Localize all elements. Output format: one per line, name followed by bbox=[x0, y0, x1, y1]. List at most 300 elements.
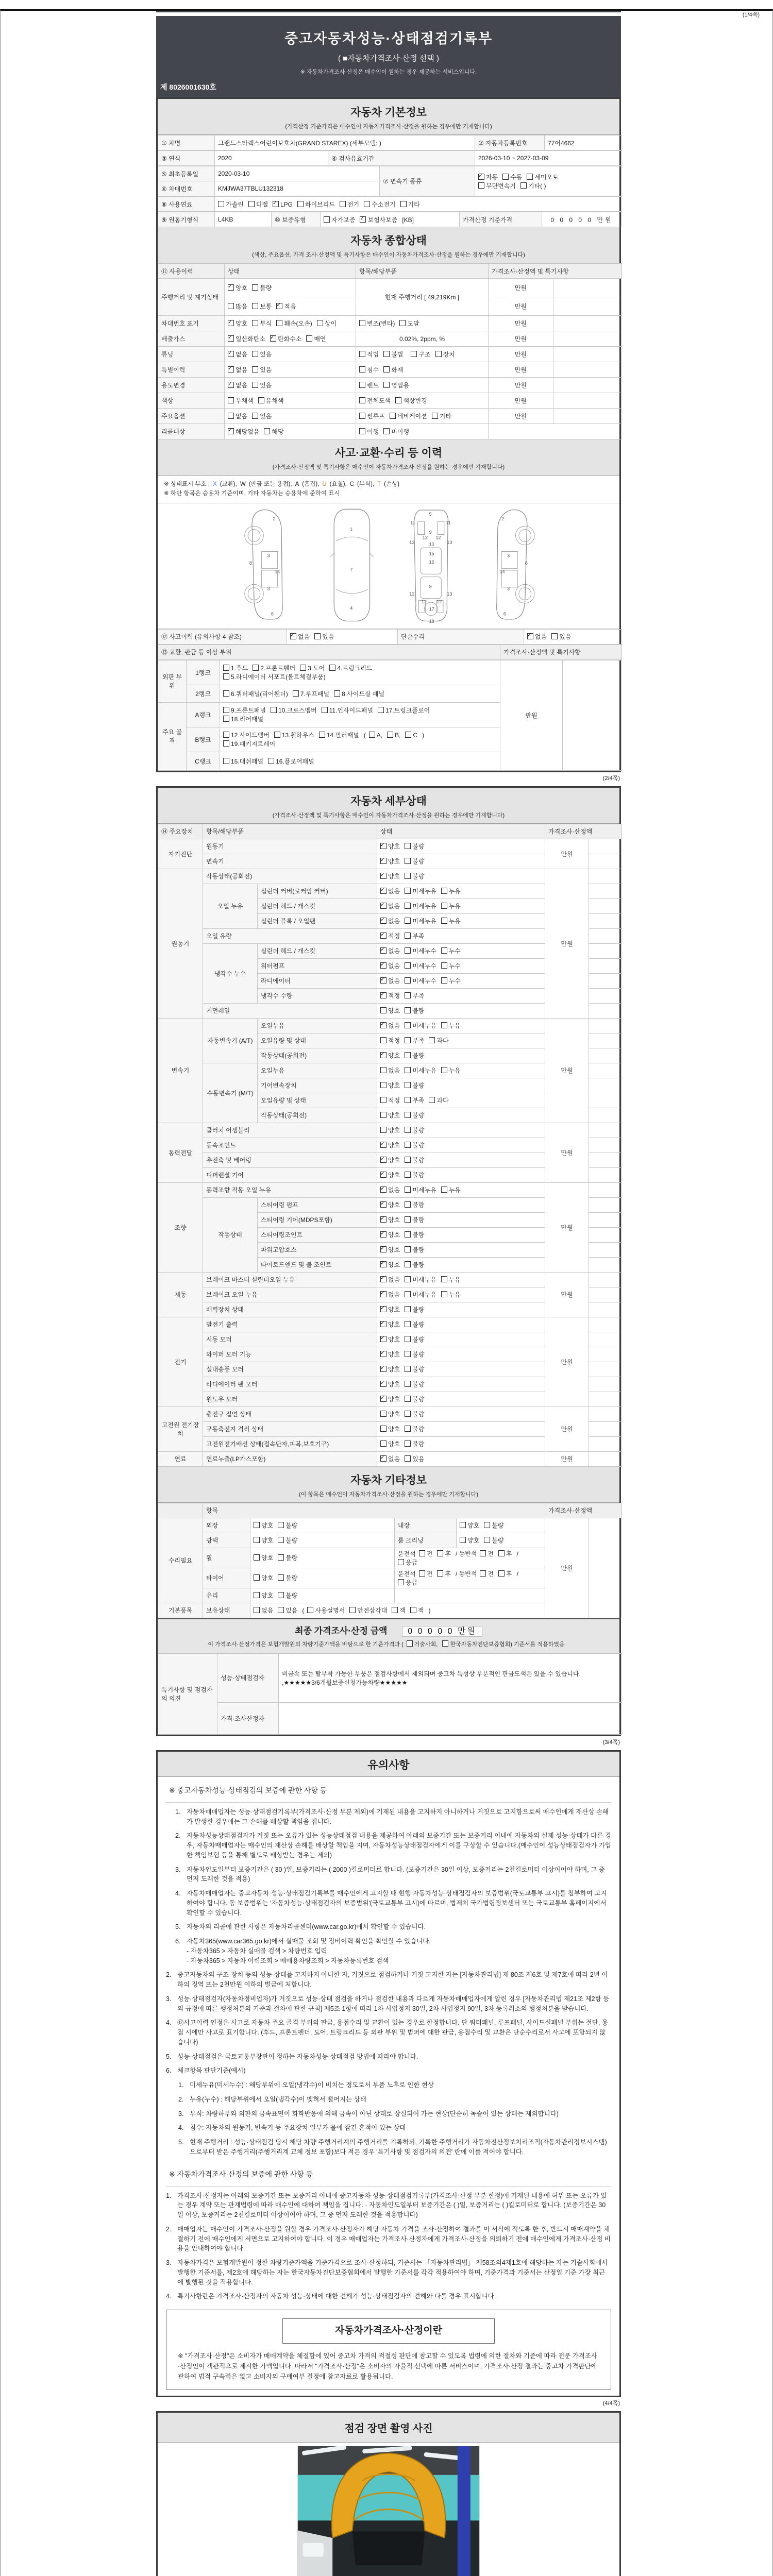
checkbox[interactable] bbox=[380, 1231, 386, 1238]
checkbox[interactable] bbox=[411, 351, 417, 357]
checkbox-option[interactable]: 화재 bbox=[383, 365, 403, 374]
checkbox[interactable] bbox=[405, 1455, 411, 1462]
checkbox[interactable] bbox=[380, 1067, 386, 1073]
checkbox-option[interactable]: 자가보증 bbox=[324, 215, 355, 224]
checkbox[interactable] bbox=[380, 1022, 386, 1028]
checkbox[interactable] bbox=[398, 1559, 404, 1565]
checkbox-option[interactable]: ✓ 양호 bbox=[380, 1305, 400, 1314]
checkbox[interactable] bbox=[400, 201, 407, 207]
checkbox[interactable] bbox=[278, 1537, 284, 1543]
checkbox-option[interactable]: 잭 bbox=[410, 1606, 424, 1615]
checkbox-option[interactable]: 렌트 bbox=[359, 381, 379, 389]
checkbox[interactable] bbox=[478, 182, 484, 189]
checkbox-option[interactable]: 양호 bbox=[380, 1410, 400, 1418]
checkbox-option[interactable]: 부식 bbox=[252, 319, 272, 328]
checkbox-option[interactable]: ✓ 양호 bbox=[380, 842, 400, 851]
checkbox[interactable] bbox=[223, 673, 229, 680]
checkbox[interactable] bbox=[380, 888, 386, 894]
checkbox-option[interactable]: 10.크로스멤버 bbox=[271, 706, 317, 715]
checkbox[interactable] bbox=[228, 366, 234, 372]
checkbox[interactable] bbox=[405, 1022, 411, 1028]
checkbox-option[interactable]: ✓ 해당없음 bbox=[228, 427, 259, 436]
checkbox-option[interactable]: 불량 bbox=[405, 872, 424, 880]
checkbox[interactable] bbox=[383, 428, 390, 434]
checkbox-option[interactable]: 불량 bbox=[405, 1200, 424, 1209]
checkbox[interactable] bbox=[228, 428, 234, 434]
checkbox-option[interactable]: 수동 bbox=[502, 173, 522, 181]
checkbox[interactable] bbox=[502, 174, 509, 180]
checkbox[interactable] bbox=[405, 1201, 411, 1208]
checkbox-option[interactable]: 없음 bbox=[228, 412, 247, 420]
checkbox-option[interactable]: 훼손(오손) bbox=[276, 319, 312, 328]
checkbox-option[interactable]: 2.프론트휀더 bbox=[253, 664, 295, 672]
checkbox-option[interactable]: 세미오토 bbox=[527, 173, 558, 181]
checkbox[interactable] bbox=[223, 758, 229, 764]
checkbox-option[interactable]: 누수 bbox=[441, 946, 461, 955]
checkbox-option[interactable]: 전 bbox=[419, 1549, 433, 1558]
checkbox[interactable] bbox=[228, 413, 234, 419]
checkbox[interactable] bbox=[392, 1607, 398, 1613]
checkbox-option[interactable]: 유채색 bbox=[258, 396, 284, 405]
checkbox-option[interactable]: ✓ 없음 bbox=[380, 1290, 400, 1299]
checkbox-option[interactable]: 불량 bbox=[405, 1395, 424, 1403]
checkbox[interactable] bbox=[290, 633, 296, 639]
checkbox[interactable] bbox=[390, 413, 396, 419]
checkbox[interactable] bbox=[252, 303, 258, 309]
checkbox[interactable] bbox=[380, 933, 386, 939]
checkbox[interactable] bbox=[398, 1579, 404, 1585]
checkbox-option[interactable]: 14.필러패널 bbox=[319, 731, 359, 739]
checkbox-option[interactable]: 19.패키지트레이 bbox=[223, 739, 275, 748]
checkbox-option[interactable]: 불량 bbox=[405, 1260, 424, 1269]
checkbox[interactable] bbox=[380, 1396, 386, 1402]
checkbox-option[interactable]: 18.리어패널 bbox=[223, 715, 263, 723]
checkbox-option[interactable]: ✓자동 bbox=[478, 173, 498, 181]
checkbox[interactable] bbox=[437, 1550, 443, 1556]
checkbox[interactable] bbox=[278, 1607, 284, 1613]
checkbox[interactable] bbox=[306, 335, 312, 342]
checkbox[interactable] bbox=[254, 1522, 260, 1528]
checkbox[interactable] bbox=[340, 201, 346, 207]
checkbox-option[interactable]: 없음 bbox=[254, 1606, 273, 1615]
checkbox[interactable] bbox=[498, 1570, 505, 1577]
checkbox-option[interactable]: 장치 bbox=[435, 350, 455, 359]
checkbox-option[interactable]: ✓ 없음 bbox=[380, 1275, 400, 1284]
checkbox-option[interactable]: 전 bbox=[419, 1569, 433, 1578]
checkbox[interactable] bbox=[380, 1097, 386, 1103]
checkbox-option[interactable]: 과다 bbox=[429, 1096, 448, 1105]
checkbox[interactable] bbox=[405, 992, 411, 998]
checkbox-option[interactable]: ✓ 양호 bbox=[380, 1365, 400, 1374]
checkbox-option[interactable]: 15.대쉬패널 bbox=[223, 757, 263, 766]
checkbox[interactable] bbox=[520, 182, 527, 189]
checkbox[interactable] bbox=[223, 665, 229, 671]
checkbox-option[interactable]: ✓양호 bbox=[228, 283, 247, 292]
checkbox[interactable] bbox=[297, 201, 304, 207]
checkbox-option[interactable]: 보통 bbox=[252, 302, 272, 311]
checkbox-option[interactable]: 미세누유 bbox=[405, 1021, 436, 1030]
checkbox[interactable] bbox=[480, 1570, 486, 1577]
checkbox[interactable] bbox=[276, 303, 282, 309]
checkbox[interactable] bbox=[380, 1246, 386, 1252]
checkbox-option[interactable]: 도말 bbox=[399, 319, 419, 328]
checkbox[interactable] bbox=[380, 1276, 386, 1282]
checkbox-option[interactable]: 불량 bbox=[405, 1081, 424, 1090]
checkbox-option[interactable]: 기타 bbox=[400, 200, 420, 209]
checkbox[interactable] bbox=[405, 732, 411, 738]
checkbox[interactable] bbox=[254, 1592, 260, 1598]
checkbox-option[interactable]: 과다 bbox=[429, 1036, 448, 1045]
checkbox-option[interactable]: 누유 bbox=[441, 902, 461, 910]
checkbox[interactable] bbox=[322, 707, 328, 713]
checkbox[interactable] bbox=[329, 665, 335, 671]
checkbox[interactable] bbox=[223, 740, 229, 747]
checkbox-option[interactable]: 불량 bbox=[405, 1051, 424, 1060]
checkbox[interactable] bbox=[387, 732, 393, 738]
checkbox-option[interactable]: ✓ 보험사보증 bbox=[360, 215, 397, 224]
checkbox[interactable] bbox=[405, 1276, 411, 1282]
checkbox[interactable] bbox=[527, 174, 533, 180]
checkbox[interactable] bbox=[254, 1537, 260, 1543]
checkbox[interactable] bbox=[380, 1052, 386, 1058]
checkbox-option[interactable]: 응급 bbox=[398, 1578, 417, 1587]
checkbox[interactable] bbox=[405, 977, 411, 984]
checkbox[interactable] bbox=[223, 690, 229, 697]
checkbox-option[interactable]: 누수 bbox=[441, 961, 461, 970]
checkbox-option[interactable]: 불량 bbox=[405, 857, 424, 866]
checkbox-option[interactable]: 양호 bbox=[254, 1553, 273, 1562]
checkbox[interactable] bbox=[252, 351, 258, 357]
checkbox-option[interactable]: 불량 bbox=[405, 1320, 424, 1329]
checkbox-option[interactable]: 있음 bbox=[314, 632, 334, 641]
checkbox[interactable] bbox=[380, 992, 386, 998]
checkbox[interactable] bbox=[380, 918, 386, 924]
checkbox[interactable] bbox=[380, 1157, 386, 1163]
checkbox[interactable] bbox=[252, 413, 258, 419]
checkbox[interactable] bbox=[405, 1261, 411, 1267]
checkbox[interactable] bbox=[405, 858, 411, 864]
checkbox[interactable] bbox=[276, 320, 282, 326]
checkbox-option[interactable]: 미세누유 bbox=[405, 902, 436, 910]
checkbox[interactable] bbox=[405, 1216, 411, 1223]
checkbox-option[interactable]: 있음 bbox=[278, 1606, 297, 1615]
checkbox-option[interactable]: 한국자동차진단보증협회) 기준서를 적용하였음 bbox=[442, 1640, 564, 1648]
checkbox[interactable] bbox=[248, 201, 255, 207]
checkbox-option[interactable]: 누유 bbox=[441, 1290, 461, 1299]
checkbox-option[interactable]: 누유 bbox=[441, 887, 461, 895]
checkbox[interactable] bbox=[252, 284, 258, 291]
checkbox[interactable] bbox=[359, 351, 365, 357]
checkbox-option[interactable]: 잭 bbox=[392, 1606, 406, 1615]
checkbox[interactable] bbox=[252, 382, 258, 388]
checkbox-option[interactable]: ✓ 양호 bbox=[380, 1395, 400, 1403]
checkbox[interactable] bbox=[405, 1052, 411, 1058]
checkbox-option[interactable]: ✓ 없음 bbox=[228, 381, 247, 389]
checkbox-option[interactable]: 불량 bbox=[405, 1380, 424, 1388]
checkbox[interactable] bbox=[405, 888, 411, 894]
checkbox-option[interactable]: ✓ 양호 bbox=[380, 1051, 400, 1060]
checkbox[interactable] bbox=[300, 665, 306, 671]
checkbox-option[interactable]: 변조(변타) bbox=[359, 319, 395, 328]
checkbox[interactable] bbox=[270, 335, 276, 342]
checkbox[interactable] bbox=[274, 732, 280, 738]
checkbox[interactable] bbox=[410, 1607, 416, 1613]
checkbox[interactable] bbox=[278, 1554, 284, 1561]
checkbox[interactable] bbox=[419, 1550, 425, 1556]
checkbox-option[interactable]: ✓ 없음 bbox=[228, 365, 247, 374]
checkbox-option[interactable]: 불량 bbox=[405, 1245, 424, 1254]
checkbox[interactable] bbox=[228, 351, 234, 357]
checkbox-option[interactable]: 누유 bbox=[441, 1021, 461, 1030]
checkbox-option[interactable]: 부족 bbox=[405, 1036, 424, 1045]
checkbox[interactable] bbox=[432, 413, 438, 419]
checkbox[interactable] bbox=[405, 947, 411, 954]
checkbox-option[interactable]: ✓ 없음 bbox=[228, 350, 247, 359]
checkbox-option[interactable]: 전기 bbox=[340, 200, 359, 209]
checkbox[interactable] bbox=[223, 732, 229, 738]
checkbox[interactable] bbox=[380, 1187, 386, 1193]
checkbox[interactable] bbox=[380, 903, 386, 909]
checkbox[interactable] bbox=[360, 216, 366, 223]
checkbox[interactable] bbox=[380, 962, 386, 969]
checkbox-option[interactable]: 있음 bbox=[405, 1454, 424, 1463]
checkbox[interactable] bbox=[359, 397, 365, 403]
checkbox-option[interactable]: A, bbox=[369, 732, 382, 739]
checkbox-option[interactable]: ✓ 양호 bbox=[380, 1156, 400, 1164]
checkbox-option[interactable]: 있음 bbox=[252, 365, 272, 374]
checkbox-option[interactable]: 영업용 bbox=[383, 381, 409, 389]
checkbox-option[interactable]: 디젤 bbox=[248, 200, 268, 209]
checkbox-option[interactable]: 불량 bbox=[405, 1230, 424, 1239]
checkbox[interactable] bbox=[380, 1261, 386, 1267]
checkbox[interactable] bbox=[228, 320, 234, 326]
checkbox-option[interactable]: ✓ 적정 bbox=[380, 931, 400, 940]
checkbox[interactable] bbox=[460, 1522, 466, 1528]
checkbox[interactable] bbox=[228, 382, 234, 388]
checkbox[interactable] bbox=[380, 1336, 386, 1342]
checkbox[interactable] bbox=[380, 1037, 386, 1043]
checkbox[interactable] bbox=[380, 1007, 386, 1013]
checkbox[interactable] bbox=[359, 320, 365, 326]
checkbox[interactable] bbox=[441, 977, 447, 984]
checkbox-option[interactable]: ✓ 양호 bbox=[380, 1380, 400, 1388]
checkbox[interactable] bbox=[380, 1426, 386, 1432]
checkbox-option[interactable]: ✓ 적정 bbox=[380, 991, 400, 1000]
checkbox-option[interactable]: 수소전기 bbox=[364, 200, 395, 209]
checkbox-option[interactable]: 불량 bbox=[405, 1156, 424, 1164]
checkbox-option[interactable]: 양호 bbox=[460, 1521, 479, 1530]
checkbox-option[interactable]: 미세누유 bbox=[405, 1185, 436, 1194]
checkbox-option[interactable]: 불량 bbox=[405, 1141, 424, 1149]
checkbox[interactable] bbox=[441, 918, 447, 924]
checkbox-option[interactable]: 전체도색 bbox=[359, 396, 391, 405]
checkbox[interactable] bbox=[380, 1321, 386, 1327]
checkbox-option[interactable]: ✓ 양호 bbox=[380, 1200, 400, 1209]
checkbox[interactable] bbox=[429, 1037, 435, 1043]
checkbox[interactable] bbox=[405, 1157, 411, 1163]
checkbox-option[interactable]: 불량 bbox=[405, 1350, 424, 1359]
checkbox[interactable] bbox=[319, 732, 325, 738]
checkbox[interactable] bbox=[228, 335, 234, 342]
checkbox-option[interactable]: 부족 bbox=[405, 931, 424, 940]
checkbox-option[interactable]: 불량 bbox=[278, 1573, 297, 1582]
checkbox-option[interactable]: 부족 bbox=[405, 1096, 424, 1105]
checkbox[interactable] bbox=[405, 1411, 411, 1417]
checkbox[interactable] bbox=[405, 918, 411, 924]
checkbox-option[interactable]: ✓ 탄화수소 bbox=[270, 334, 301, 343]
checkbox-option[interactable]: ✓ 양호 bbox=[380, 857, 400, 866]
checkbox-option[interactable]: 1.후드 bbox=[223, 664, 248, 672]
checkbox-option[interactable]: C bbox=[405, 732, 417, 739]
checkbox-option[interactable]: 8.사이드실 패널 bbox=[334, 689, 384, 698]
checkbox[interactable] bbox=[278, 1592, 284, 1598]
checkbox[interactable] bbox=[405, 1306, 411, 1312]
checkbox[interactable] bbox=[405, 1426, 411, 1432]
checkbox[interactable] bbox=[252, 320, 258, 326]
checkbox-option[interactable]: 불량 bbox=[405, 1111, 424, 1120]
checkbox[interactable] bbox=[359, 366, 365, 372]
checkbox[interactable] bbox=[405, 1172, 411, 1178]
checkbox[interactable] bbox=[228, 284, 234, 291]
checkbox-option[interactable]: 3.도어 bbox=[300, 664, 325, 672]
checkbox[interactable] bbox=[405, 1336, 411, 1342]
checkbox[interactable] bbox=[359, 382, 365, 388]
checkbox-option[interactable]: ✓ 양호 bbox=[380, 1350, 400, 1359]
checkbox[interactable] bbox=[405, 1097, 411, 1103]
checkbox-option[interactable]: 양호 bbox=[254, 1536, 273, 1545]
checkbox[interactable] bbox=[380, 1291, 386, 1297]
checkbox[interactable] bbox=[380, 1306, 386, 1312]
checkbox-option[interactable]: 미세누유 bbox=[405, 917, 436, 925]
checkbox-option[interactable]: 후 bbox=[437, 1549, 451, 1558]
checkbox-option[interactable]: ✓ 일산화탄소 bbox=[228, 334, 265, 343]
checkbox[interactable] bbox=[484, 1537, 490, 1543]
checkbox-option[interactable]: 전 bbox=[480, 1549, 494, 1558]
checkbox[interactable] bbox=[349, 1607, 356, 1613]
checkbox[interactable] bbox=[254, 1554, 260, 1561]
checkbox[interactable] bbox=[380, 1381, 386, 1387]
checkbox[interactable] bbox=[380, 1366, 386, 1372]
checkbox[interactable] bbox=[405, 1351, 411, 1357]
checkbox[interactable] bbox=[419, 1570, 425, 1577]
checkbox-option[interactable]: 불량 bbox=[278, 1553, 297, 1562]
checkbox[interactable] bbox=[228, 397, 234, 403]
checkbox[interactable] bbox=[441, 1067, 447, 1073]
checkbox[interactable] bbox=[252, 366, 258, 372]
checkbox[interactable] bbox=[405, 1142, 411, 1148]
checkbox[interactable] bbox=[359, 413, 365, 419]
checkbox-option[interactable]: 불량 bbox=[405, 1335, 424, 1344]
checkbox[interactable] bbox=[380, 1201, 386, 1208]
checkbox[interactable] bbox=[380, 858, 386, 864]
checkbox[interactable] bbox=[484, 1522, 490, 1528]
checkbox-option[interactable]: 5.라디에이터 서포트(볼트체결부품) bbox=[223, 672, 326, 681]
checkbox[interactable] bbox=[395, 397, 401, 403]
checkbox[interactable] bbox=[317, 320, 323, 326]
checkbox[interactable] bbox=[405, 1127, 411, 1133]
checkbox-option[interactable]: ✓ 양호 bbox=[380, 1141, 400, 1149]
checkbox[interactable] bbox=[380, 1351, 386, 1357]
checkbox[interactable] bbox=[441, 903, 447, 909]
checkbox[interactable] bbox=[405, 1440, 411, 1447]
checkbox-option[interactable]: 11.인사이드패널 bbox=[322, 706, 373, 715]
checkbox-option[interactable]: 불량 bbox=[484, 1521, 503, 1530]
checkbox[interactable] bbox=[405, 962, 411, 969]
checkbox-option[interactable]: 이행 bbox=[359, 427, 379, 436]
checkbox-option[interactable]: 응급 bbox=[398, 1558, 417, 1567]
checkbox[interactable] bbox=[380, 1411, 386, 1417]
checkbox-option[interactable]: 양호 bbox=[380, 1126, 400, 1134]
checkbox-option[interactable]: 기술사회, bbox=[407, 1640, 438, 1648]
checkbox-option[interactable]: 많음 bbox=[228, 302, 247, 311]
checkbox-option[interactable]: 불량 bbox=[405, 1006, 424, 1015]
checkbox-option[interactable]: 없음 bbox=[380, 1066, 400, 1075]
checkbox-option[interactable]: 16.플로어패널 bbox=[268, 757, 314, 766]
checkbox-option[interactable]: ✓ 없음 bbox=[290, 632, 310, 641]
checkbox[interactable] bbox=[441, 1291, 447, 1297]
checkbox[interactable] bbox=[380, 1142, 386, 1148]
checkbox[interactable] bbox=[380, 1082, 386, 1088]
checkbox[interactable] bbox=[441, 947, 447, 954]
checkbox[interactable] bbox=[527, 633, 533, 639]
checkbox[interactable] bbox=[293, 690, 299, 697]
checkbox[interactable] bbox=[254, 1607, 260, 1613]
checkbox[interactable] bbox=[380, 977, 386, 984]
checkbox-option[interactable]: 후 bbox=[437, 1569, 451, 1578]
checkbox-option[interactable]: 누유 bbox=[441, 1275, 461, 1284]
checkbox[interactable] bbox=[435, 351, 442, 357]
checkbox-option[interactable]: ✓ LPG bbox=[273, 201, 293, 208]
checkbox[interactable] bbox=[314, 633, 321, 639]
checkbox[interactable] bbox=[254, 1574, 260, 1581]
checkbox-option[interactable]: 13.휠하우스 bbox=[274, 731, 314, 739]
checkbox[interactable] bbox=[268, 758, 274, 764]
checkbox-option[interactable]: ✓ 없음 bbox=[380, 917, 400, 925]
checkbox-option[interactable]: 침수 bbox=[359, 365, 379, 374]
checkbox[interactable] bbox=[405, 873, 411, 879]
checkbox-option[interactable]: ✓ 없음 bbox=[380, 961, 400, 970]
checkbox[interactable] bbox=[442, 1640, 448, 1647]
checkbox-option[interactable]: ✓ 양호 bbox=[380, 1245, 400, 1254]
checkbox[interactable] bbox=[399, 320, 406, 326]
checkbox[interactable] bbox=[441, 962, 447, 969]
checkbox-option[interactable]: 불량 bbox=[278, 1591, 297, 1600]
checkbox[interactable] bbox=[405, 1037, 411, 1043]
checkbox-option[interactable]: 불량 bbox=[405, 842, 424, 851]
checkbox[interactable] bbox=[364, 201, 370, 207]
checkbox[interactable] bbox=[405, 1007, 411, 1013]
checkbox-option[interactable]: 가솔린 bbox=[218, 200, 244, 209]
checkbox-option[interactable]: 4.트렁크리드 bbox=[329, 664, 372, 672]
checkbox[interactable] bbox=[405, 1187, 411, 1193]
checkbox-option[interactable]: 미세누유 bbox=[405, 1275, 436, 1284]
checkbox-option[interactable]: ✓ 양호 bbox=[380, 1260, 400, 1269]
checkbox-option[interactable]: ✓ 양호 bbox=[380, 872, 400, 880]
checkbox-option[interactable]: 있음 bbox=[252, 412, 272, 420]
checkbox-option[interactable]: ✓ 없음 bbox=[380, 887, 400, 895]
checkbox-option[interactable]: 후 bbox=[498, 1549, 512, 1558]
checkbox[interactable] bbox=[380, 1112, 386, 1118]
checkbox-option[interactable]: 미세누수 bbox=[405, 976, 436, 985]
checkbox[interactable] bbox=[369, 732, 375, 738]
checkbox-option[interactable]: 후 bbox=[498, 1569, 512, 1578]
checkbox-option[interactable]: 썬루프 bbox=[359, 412, 385, 420]
checkbox[interactable] bbox=[405, 1112, 411, 1118]
checkbox[interactable] bbox=[223, 716, 229, 722]
checkbox-option[interactable]: 양호 bbox=[254, 1591, 273, 1600]
checkbox-option[interactable]: 상이 bbox=[317, 319, 337, 328]
checkbox[interactable] bbox=[478, 174, 484, 180]
